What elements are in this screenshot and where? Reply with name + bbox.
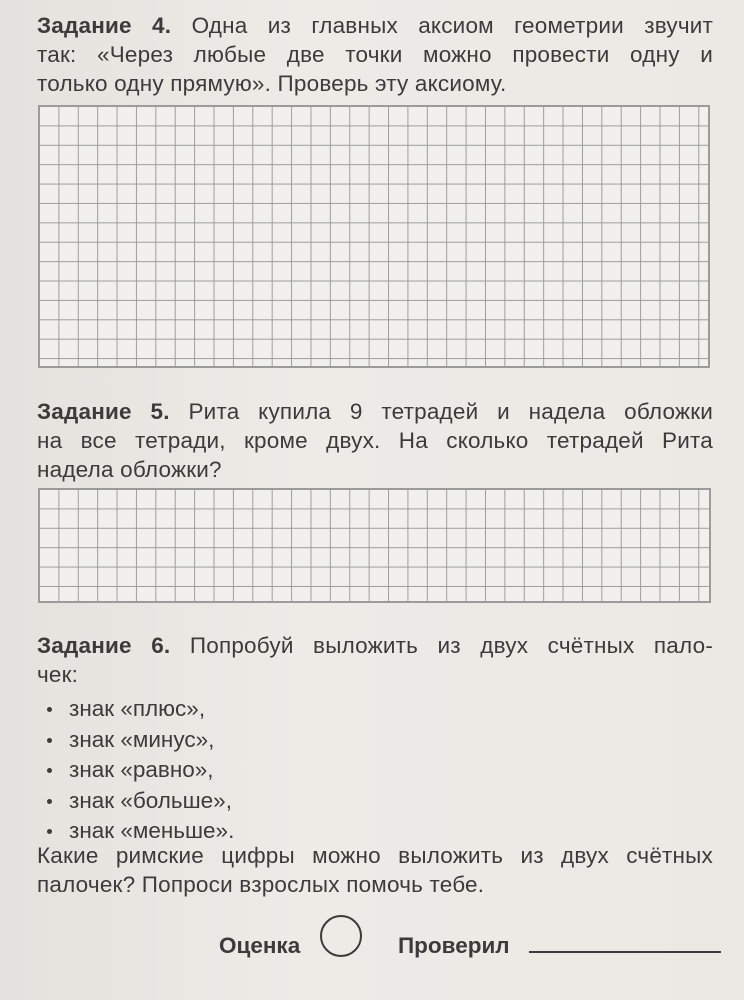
bullet-icon [47, 707, 52, 712]
list-item: знак «равно», [44, 755, 234, 786]
task-6-label: Задание 6. [37, 633, 171, 658]
list-item: знак «минус», [44, 725, 234, 756]
task-6-question-line-2: палочек? Попроси взрослых помочь тебе. [37, 872, 485, 897]
list-item: знак «больше», [44, 786, 234, 817]
task-6-text [37, 631, 713, 689]
task-6-question [37, 841, 713, 899]
bullet-icon [47, 738, 52, 743]
task-5-answer-grid[interactable] [38, 488, 711, 603]
task-6-line-1: Задание 6. Попробуй выложить из двух счётных пало- [37, 633, 714, 658]
task-6-question-line-1: Какие римские цифры можно выложить из двух счётных [37, 843, 713, 868]
grade-circle[interactable] [320, 915, 362, 957]
list-item: знак «меньше». [44, 816, 234, 847]
grade-label: Оценка [219, 933, 301, 958]
task-4-text [37, 11, 713, 98]
task-5-label: Задание 5. [37, 399, 170, 424]
task-4-answer-grid[interactable] [38, 105, 710, 368]
task-4-line-2: так: «Через любые две точки можно провести одну и [37, 42, 713, 67]
checked-by-label: Проверил [398, 933, 510, 958]
bullet-icon [47, 799, 52, 804]
task-4-line-1: Задание 4. Одна из главных аксиом геометрии звучит [37, 13, 714, 38]
task-4-label: Задание 4. [37, 13, 172, 38]
bullet-icon [47, 829, 52, 834]
task-5-line-3: надела обложки? [37, 457, 222, 482]
task-6-line-2: чек: [37, 662, 79, 687]
task-5-line-1: Задание 5. Рита купила 9 тетрадей и надела обложки [37, 399, 714, 424]
task-6-sign-list [44, 694, 234, 847]
task-4-line-3: только одну прямую». Проверь эту аксиому. [37, 71, 507, 96]
task-5-text [37, 397, 713, 484]
task-5-line-2: на все тетради, кроме двух. На сколько тетрадей Рита [37, 428, 713, 453]
bullet-icon [47, 768, 52, 773]
list-item: знак «плюс», [44, 694, 234, 725]
signature-line[interactable] [529, 951, 721, 953]
